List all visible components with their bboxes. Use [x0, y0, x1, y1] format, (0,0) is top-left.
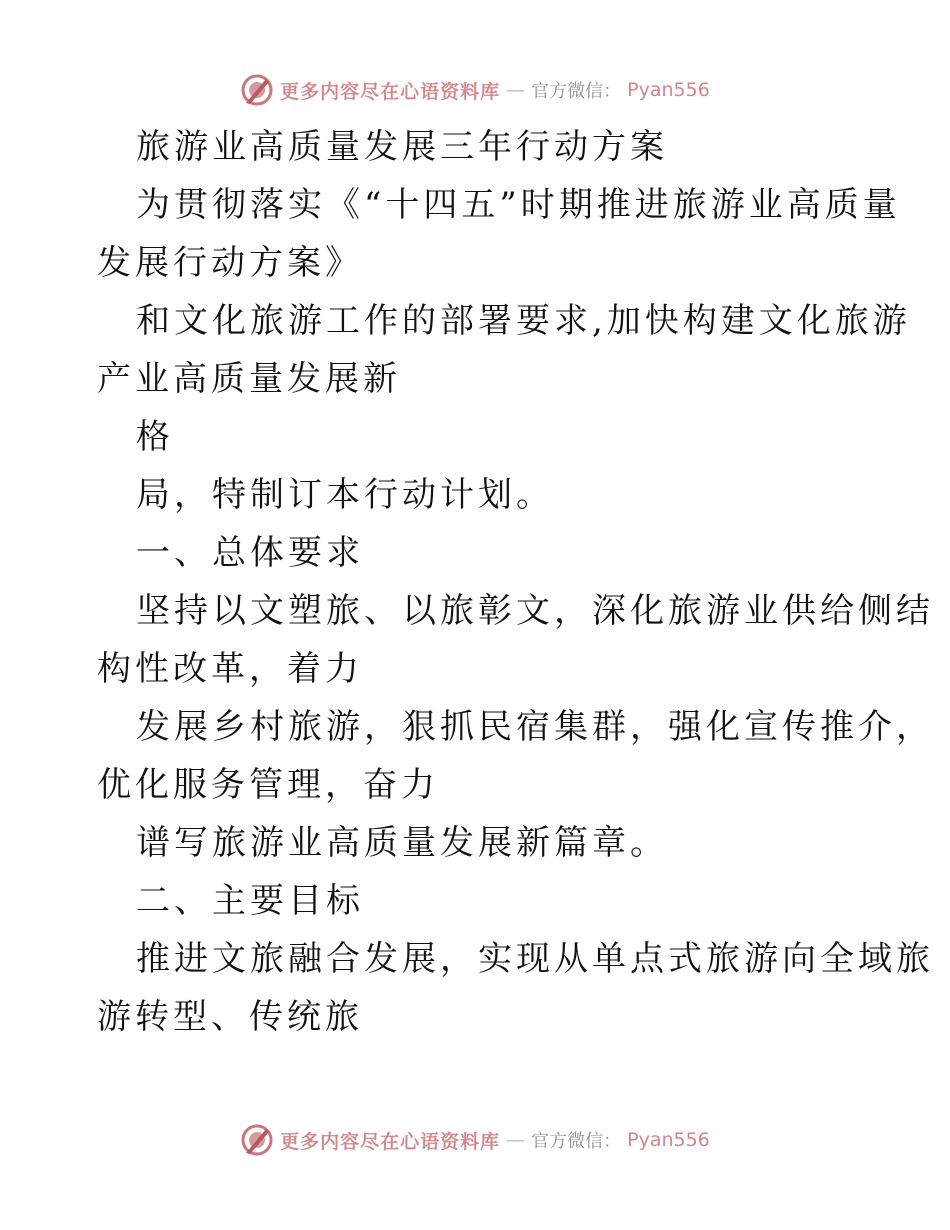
watermark-banner-top [0, 70, 950, 110]
document-line: 为贯彻落实《“十四五”时期推进旅游业高质量 [136, 185, 901, 225]
watermark-text: 更多内容尽在心语资料库 [280, 80, 501, 103]
document-line: 发展乡村旅游，狠抓民宿集群，强化宣传推介， [136, 707, 934, 747]
document-line: 坚持以文塑旅、以旅彰文，深化旅游业供给侧结 [136, 591, 934, 631]
watermark-banner-inner [240, 1123, 710, 1157]
watermark-label: 官方微信： [531, 1131, 622, 1152]
document-line: 发展行动方案》 [97, 243, 363, 283]
document-body [97, 118, 934, 1046]
watermark-dash: — [506, 79, 526, 101]
document-line: 和文化旅游工作的部署要求,加快构建文化旅游 [136, 301, 911, 341]
watermark-text: 更多内容尽在心语资料库 [280, 1130, 501, 1153]
document-line: 谱写旅游业高质量发展新篇章。 [136, 823, 668, 863]
document-line: 优化服务管理，奋力 [97, 765, 439, 805]
document-line: 二、主要目标 [136, 881, 364, 921]
watermark-banner-bottom [0, 1120, 950, 1160]
document-line: 游转型、传统旅 [97, 997, 363, 1037]
document-line: 局，特制订本行动计划。 [136, 475, 554, 515]
watermark-id: Pyan556 [627, 1129, 710, 1151]
watermark-banner-inner [240, 73, 710, 107]
watermark-id: Pyan556 [627, 79, 710, 101]
quill-logo-icon [240, 1123, 274, 1157]
document-line: 推进文旅融合发展，实现从单点式旅游向全域旅 [136, 939, 934, 979]
document-line: 旅游业高质量发展三年行动方案 [136, 127, 668, 167]
document-line: 一、总体要求 [136, 533, 364, 573]
document-line: 构性改革，着力 [97, 649, 363, 689]
watermark-dash: — [506, 1129, 526, 1151]
quill-logo-icon [240, 73, 274, 107]
watermark-label: 官方微信： [531, 81, 622, 102]
document-line: 产业高质量发展新 [97, 359, 401, 399]
document-line: 格 [136, 417, 174, 457]
